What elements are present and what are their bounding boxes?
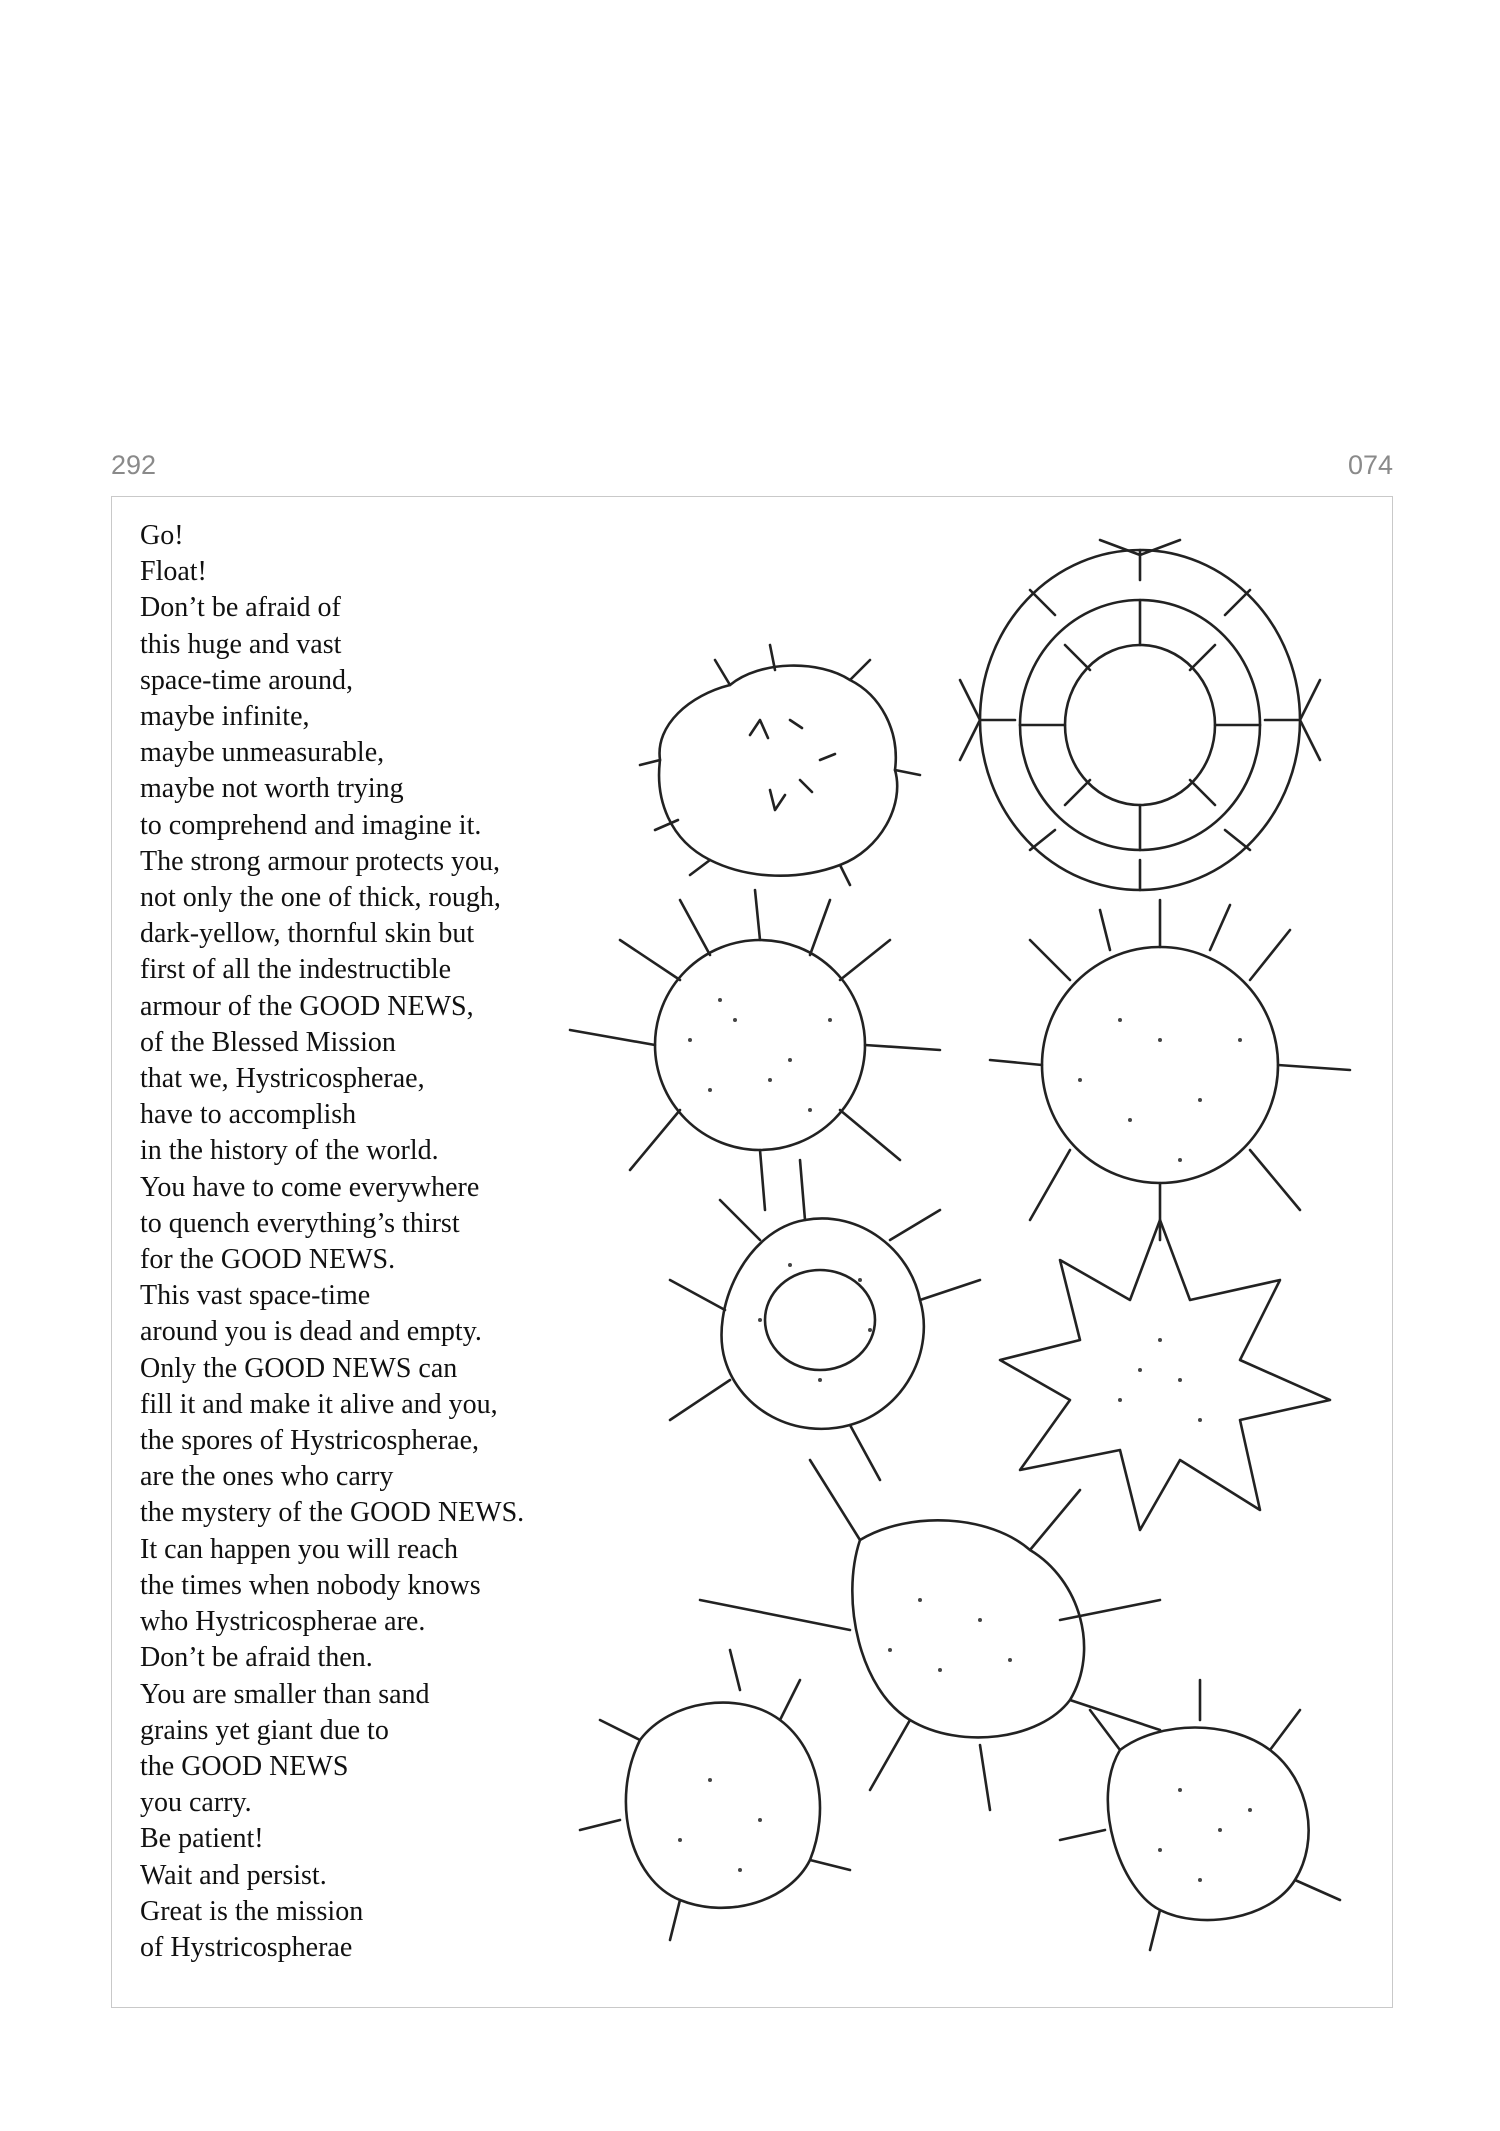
poem-line: first of all the indestructible <box>140 954 452 986</box>
poem-line: who Hystricospherae are. <box>140 1606 426 1638</box>
left-page-number: 292 <box>111 450 157 480</box>
poem-line: Wait and persist. <box>140 1859 327 1891</box>
poem-line: maybe infinite, <box>140 701 310 733</box>
hystricospherae-illustration <box>560 520 1400 2000</box>
right-page-number: 074 <box>1347 450 1393 480</box>
poem-line: maybe unmeasurable, <box>140 737 385 769</box>
poem-line: The strong armour protects you, <box>140 845 501 877</box>
poem-line: Be patient! <box>140 1823 264 1855</box>
poem-line: of the Blessed Mission <box>140 1026 396 1058</box>
poem-line: to comprehend and imagine it. <box>140 809 482 841</box>
poem-line: have to accomplish <box>140 1099 357 1131</box>
spore-drawing-1 <box>640 645 920 885</box>
poem-line: this huge and vast <box>140 628 342 660</box>
poem-line: Don’t be afraid of <box>140 592 341 624</box>
poem-line: maybe not worth trying <box>140 773 404 805</box>
poem-line: the mystery of the GOOD NEWS. <box>140 1497 525 1529</box>
spore-drawing-7 <box>700 1460 1160 1810</box>
poem-line: for the GOOD NEWS. <box>140 1244 396 1276</box>
poem-line: This vast space-time <box>140 1280 371 1312</box>
spore-drawing-5 <box>670 1160 980 1480</box>
spore-drawing-6 <box>1000 1220 1330 1530</box>
poem-line: Great is the mission <box>140 1895 364 1927</box>
spore-drawing-9 <box>1060 1680 1340 1950</box>
spore-drawing-4 <box>990 900 1350 1240</box>
poem-line: to quench everything’s thirst <box>140 1207 460 1239</box>
poem-line: around you is dead and empty. <box>140 1316 482 1348</box>
poem-line: Float! <box>140 556 207 588</box>
poem-line: grains yet giant due to <box>140 1714 389 1746</box>
poem-line: the GOOD NEWS <box>140 1750 349 1782</box>
poem-text <box>140 518 610 1966</box>
poem-line: that we, Hystricospherae, <box>140 1063 425 1095</box>
poem-line: armour of the GOOD NEWS, <box>140 990 474 1022</box>
poem-line: in the history of the world. <box>140 1135 439 1167</box>
poem-line: Don’t be afraid then. <box>140 1642 373 1674</box>
poem-line: It can happen you will reach <box>140 1533 458 1565</box>
poem-line: Go! <box>140 520 184 551</box>
poem-line: you carry. <box>140 1787 252 1819</box>
poem-line: You have to come everywhere <box>140 1171 480 1203</box>
poem-line: fill it and make it alive and you, <box>140 1388 498 1420</box>
poem-line: space-time around, <box>140 664 354 696</box>
poem-line: not only the one of thick, rough, <box>140 882 501 914</box>
poem-line: the times when nobody knows <box>140 1569 481 1601</box>
poem-line: Only the GOOD NEWS can <box>140 1352 458 1384</box>
poem-line: You are smaller than sand <box>140 1678 430 1710</box>
spore-drawing-8 <box>580 1650 850 1940</box>
poem-line: of Hystricospherae <box>140 1931 353 1963</box>
poem-line: the spores of Hystricospherae, <box>140 1425 480 1457</box>
poem-line: are the ones who carry <box>140 1461 394 1493</box>
spore-drawing-2 <box>960 540 1320 890</box>
poem-line: dark-yellow, thornful skin but <box>140 918 475 950</box>
spore-drawing-3 <box>570 890 940 1210</box>
